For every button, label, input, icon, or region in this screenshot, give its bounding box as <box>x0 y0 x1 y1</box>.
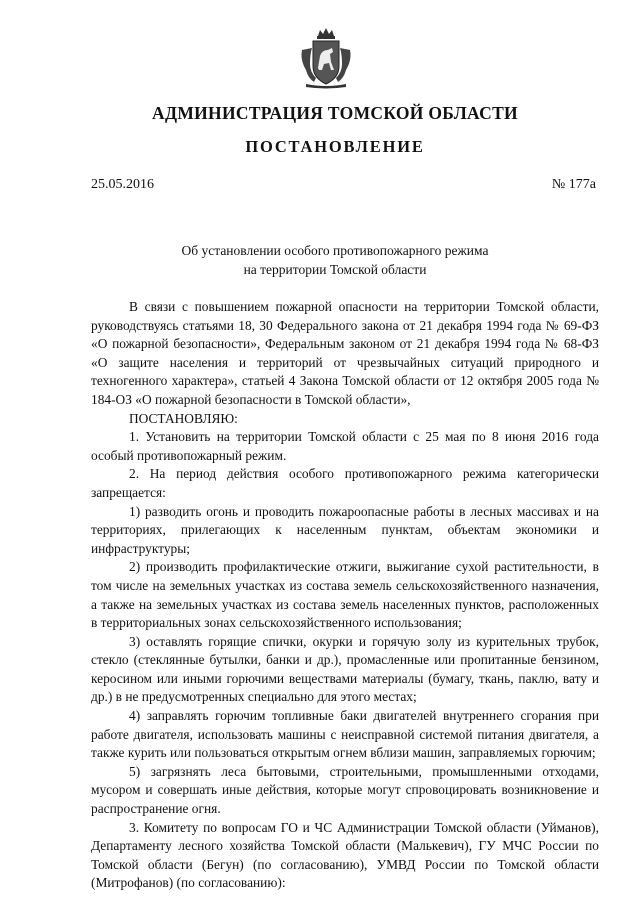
body-paragraph-subitem-1: 1) разводить огонь и проводить пожароопасные работы в лесных массивах и на территориях, прилегающих к населенным пунктам, объектам экономики и инфраструктуры; <box>91 503 599 556</box>
subject-line: Об установлении особого противопожарного режима <box>181 243 489 258</box>
coat-of-arms-icon <box>298 26 354 90</box>
body-paragraph-resolve: ПОСТАНОВЛЯЮ: <box>129 410 238 426</box>
body-paragraph-subitem-5: 5) загрязнять леса бытовыми, строительными, промышленными отходами, мусором и совершать иные действия, которые могут спровоцировать возникновение и распространение огня. <box>91 763 599 817</box>
document-body <box>91 298 599 893</box>
organization-title: АДМИНИСТРАЦИЯ ТОМСКОЙ ОБЛАСТИ <box>152 103 518 123</box>
body-paragraph-subitem-4: 4) заправлять горючим топливные баки двигателей внутреннего сгорания при работе двигателя, использовать машины с неисправной системой питания двигателя, а также курить или пользоваться открытым огнем вблизи машин, заправляемых горючим; <box>91 708 599 761</box>
body-paragraph-subitem-2: 2) производить профилактические отжиги, выжигание сухой растительности, в том числе на земельных участках из состава земель сельскохозяйственного назначения, а также на земельных участках из состава земель населенных пунктов, расположенных в территориальных зонах сельскохозяйственного использования; <box>91 559 599 631</box>
subject-line: на территории Томской области <box>243 262 427 277</box>
body-paragraph-subitem-3: 3) оставлять горящие спички, окурки и горячую золу из курительных трубок, стекло (стеклянные бутылки, банки и др.), промасленные или пропитанные бензином, керосином или иными горючими веществами материалы (бумагу, ткань, паклю, вату и др.) в не предусмотренных специально для этого местах; <box>91 633 599 705</box>
document-type-heading: ПОСТАНОВЛЕНИЕ <box>245 137 425 156</box>
body-paragraph-item-1: 1. Установить на территории Томской области с 25 мая по 8 июня 2016 года особый противопожарный режим. <box>91 429 599 463</box>
document-date: 25.05.2016 <box>91 177 154 192</box>
body-paragraph-item-2: 2. На период действия особого противопожарного режима категорически запрещается: <box>91 466 599 500</box>
body-paragraph-preamble: В связи с повышением пожарной опасности на территории Томской области, руководствуясь статьями 18, 30 Федерального закона от 21 декабря 1994 года № 69-ФЗ «О пожарной безопасности», Федеральным законом от 21 декабря 1994 года № 68-ФЗ «О защите населения и территорий от чрезвычайных ситуаций природного и техногенного характера», статьей 4 Закона Томской области от 12 октября 2005 года № 184-ОЗ «О пожарной безопасности в Томской области», <box>91 299 599 407</box>
document-subject <box>0 241 640 279</box>
document-number: № 177а <box>551 177 596 192</box>
body-paragraph-item-3: 3. Комитету по вопросам ГО и ЧС Администрации Томской области (Уйманов), Департаменту лесного хозяйства Томской области (Малькевич), ГУ МЧС России по Томской области (Бегун) (по согласованию), УМВД России по Томской области (Митрофанов) (по согласованию): <box>91 819 599 891</box>
